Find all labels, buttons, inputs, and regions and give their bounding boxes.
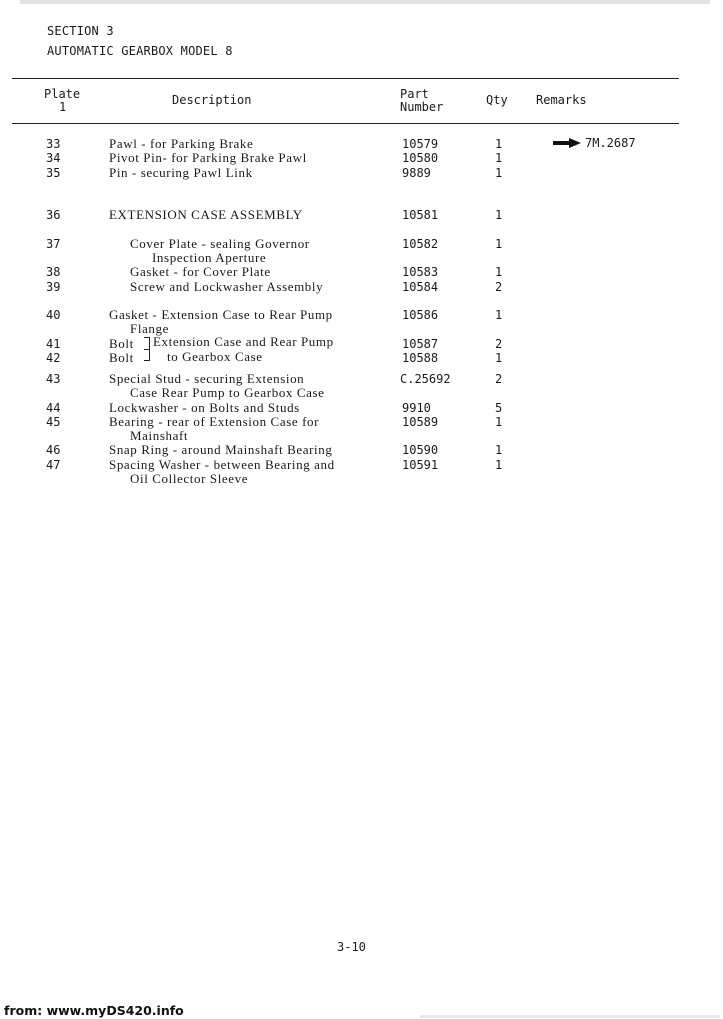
col-remarks-header: Remarks (536, 93, 587, 107)
quantity: 1 (495, 137, 503, 151)
plate-number: 44 (46, 401, 61, 415)
col-description-header: Description (172, 93, 252, 107)
part-number: 10591 (402, 458, 439, 472)
plate-number: 45 (46, 415, 61, 429)
quantity: 1 (495, 308, 503, 322)
description: EXTENSION CASE ASSEMBLY (109, 207, 303, 222)
col-part-header (400, 88, 443, 114)
part-number: 10581 (402, 208, 439, 222)
table-top-rule (12, 78, 679, 79)
col-plate-header (44, 88, 80, 114)
quantity: 1 (495, 151, 503, 165)
plate-number: 35 (46, 166, 61, 180)
part-number: 10589 (402, 415, 439, 429)
description: Pivot Pin- for Parking Brake Pawl (109, 150, 307, 165)
description: Bolt (109, 350, 134, 365)
quantity: 1 (495, 265, 503, 279)
plate-number: 39 (46, 280, 61, 294)
plate-number: 33 (46, 137, 61, 151)
part-number: 10580 (402, 151, 439, 165)
description: Cover Plate - sealing Governor (130, 236, 310, 251)
scan-edge (20, 0, 710, 4)
plate-number: 42 (46, 351, 61, 365)
source-footer: from: www.myDS420.info (4, 1003, 184, 1018)
description-continued: Mainshaft (130, 428, 189, 443)
description: Gasket - Extension Case to Rear Pump (109, 307, 333, 322)
quantity: 1 (495, 351, 503, 365)
quantity: 1 (495, 208, 503, 222)
table-header-rule (12, 123, 679, 124)
col-qty-header: Qty (486, 93, 508, 107)
quantity: 1 (495, 443, 503, 457)
description-continued: Flange (130, 321, 169, 336)
description: Snap Ring - around Mainshaft Bearing (109, 442, 333, 457)
description-continued: Case Rear Pump to Gearbox Case (130, 385, 325, 400)
quantity: 1 (495, 415, 503, 429)
plate-number: 46 (46, 443, 61, 457)
description: Bolt (109, 336, 134, 351)
part-number: 10588 (402, 351, 439, 365)
plate-number: 38 (46, 265, 61, 279)
part-number: 10583 (402, 265, 439, 279)
bracket-bottom (144, 349, 150, 361)
description-continued: Inspection Aperture (152, 250, 267, 265)
description: Pawl - for Parking Brake (109, 136, 254, 151)
remark (553, 136, 636, 150)
description-continued: Extension Case and Rear Pump (153, 334, 334, 349)
plate-number: 40 (46, 308, 61, 322)
quantity: 1 (495, 237, 503, 251)
part-number: 10586 (402, 308, 439, 322)
plate-number: 47 (46, 458, 61, 472)
plate-number: 43 (46, 372, 61, 386)
quantity: 2 (495, 280, 503, 294)
part-number: 10584 (402, 280, 439, 294)
quantity: 1 (495, 166, 503, 180)
description: Gasket - for Cover Plate (130, 264, 271, 279)
description-continued: Oil Collector Sleeve (130, 471, 249, 486)
part-number: 10582 (402, 237, 439, 251)
plate-number: 36 (46, 208, 61, 222)
quantity: 5 (495, 401, 503, 415)
description: Spacing Washer - between Bearing and (109, 457, 335, 472)
quantity: 1 (495, 458, 503, 472)
plate-number: 34 (46, 151, 61, 165)
part-number: 9910 (402, 401, 431, 415)
col-plate-line2: 1 (59, 100, 67, 114)
part-number: 9889 (402, 166, 431, 180)
part-number: 10579 (402, 137, 439, 151)
quantity: 2 (495, 337, 503, 351)
section-label: SECTION 3 (47, 24, 114, 38)
col-part-line2: Number (400, 100, 444, 114)
description: Lockwasher - on Bolts and Studs (109, 400, 300, 415)
col-plate-line1: Plate (44, 87, 81, 101)
plate-number: 37 (46, 237, 61, 251)
right-arrow-icon (553, 138, 581, 148)
description: Bearing - rear of Extension Case for (109, 414, 320, 429)
part-number: 10590 (402, 443, 439, 457)
part-number: C.25692 (400, 372, 451, 386)
description: Pin - securing Pawl Link (109, 165, 253, 180)
quantity: 2 (495, 372, 503, 386)
scan-edge-bottom (420, 1015, 720, 1018)
remark-text: 7M.2687 (585, 136, 636, 150)
description-continued: to Gearbox Case (167, 349, 263, 364)
description: Special Stud - securing Extension (109, 371, 305, 386)
document-title: AUTOMATIC GEARBOX MODEL 8 (47, 44, 233, 58)
col-part-line1: Part (400, 87, 429, 101)
plate-number: 41 (46, 337, 61, 351)
page-number: 3-10 (337, 940, 366, 954)
description: Screw and Lockwasher Assembly (130, 279, 324, 294)
part-number: 10587 (402, 337, 439, 351)
